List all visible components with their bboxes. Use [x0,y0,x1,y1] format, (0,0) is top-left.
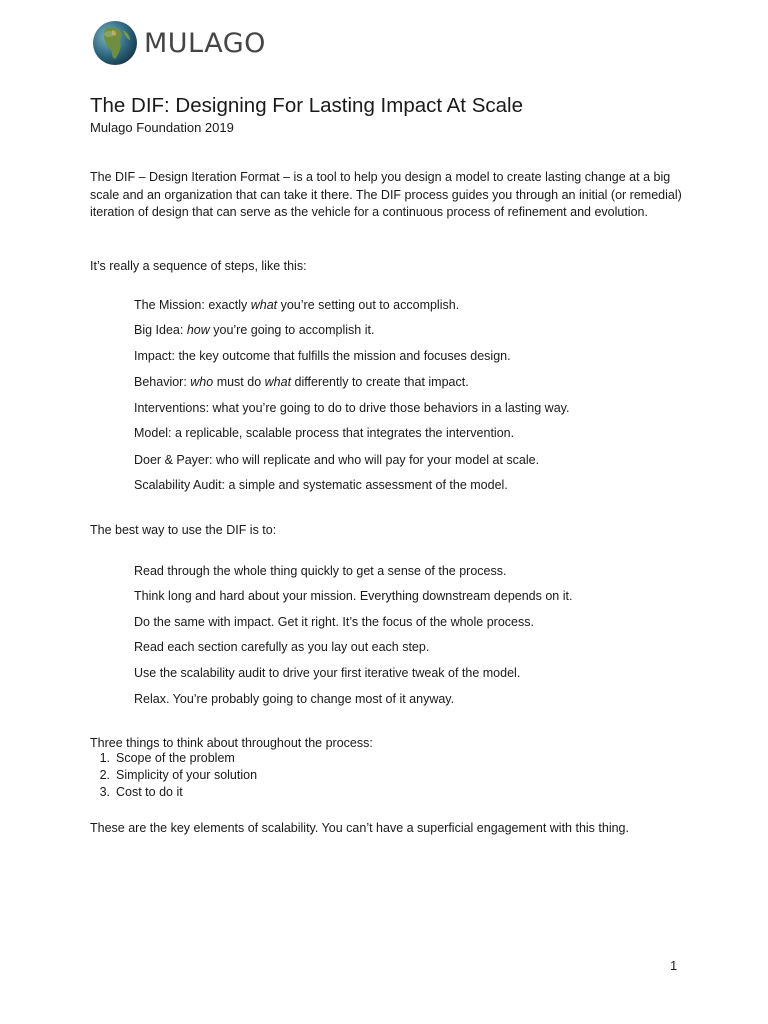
best-way-lead: The best way to use the DIF is to: [90,523,277,537]
step-item: Doer & Payer: who will replicate and who will pay for your model at scale. [134,453,540,467]
step-item: Interventions: what you’re going to do to drive those behaviors in a lasting way. [134,401,570,415]
best-way-item: Do the same with impact. Get it right. It’s the focus of the whole process. [134,615,534,629]
mulago-logo [92,18,266,68]
page-title: The DIF: Designing For Lasting Impact At Scale [90,94,523,117]
best-way-item: Think long and hard about your mission. Everything downstream depends on it. [134,589,573,603]
intro-paragraph: The DIF – Design Iteration Format – is a tool to help you design a model to create lasting change at a big scale and an organization that can take it there. The DIF process guides you through an initial (or remedial) iteration of design that can serve as the vehicle for a continuous process of refinement and evolution. [90,170,682,219]
best-way-item: Relax. You’re probably going to change most of it anyway. [134,692,455,706]
three-things-lead: Three things to think about throughout the process: [90,736,373,750]
closing-paragraph: These are the key elements of scalability. You can’t have a superficial engagement with this thing. [90,821,629,835]
best-way-item: Read each section carefully as you lay out each step. [134,640,430,654]
step-item: Big Idea: how you’re going to accomplish it. [134,323,375,337]
best-way-item: Use the scalability audit to drive your first iterative tweak of the model. [134,666,521,680]
best-way-item: Read through the whole thing quickly to get a sense of the process. [134,564,507,578]
list-item: 1. Scope of the problem [99,751,235,765]
list-item: 2. Simplicity of your solution [99,768,258,782]
brand-name: MULAGO [144,27,266,59]
globe-icon [92,20,138,66]
step-item: Model: a replicable, scalable process that integrates the intervention. [134,426,515,440]
list-item: 3. Cost to do it [99,785,183,799]
step-item: Scalability Audit: a simple and systematic assessment of the model. [134,478,508,492]
page-subtitle: Mulago Foundation 2019 [90,120,234,135]
sequence-lead: It’s really a sequence of steps, like this: [90,259,307,273]
three-things-list [90,750,257,801]
step-item: Impact: the key outcome that fulfills the mission and focuses design. [134,349,511,363]
page-number: 1 [670,958,678,973]
step-item: Behavior: who must do what differently to create that impact. [134,375,469,389]
step-item: The Mission: exactly what you’re setting out to accomplish. [134,298,460,312]
